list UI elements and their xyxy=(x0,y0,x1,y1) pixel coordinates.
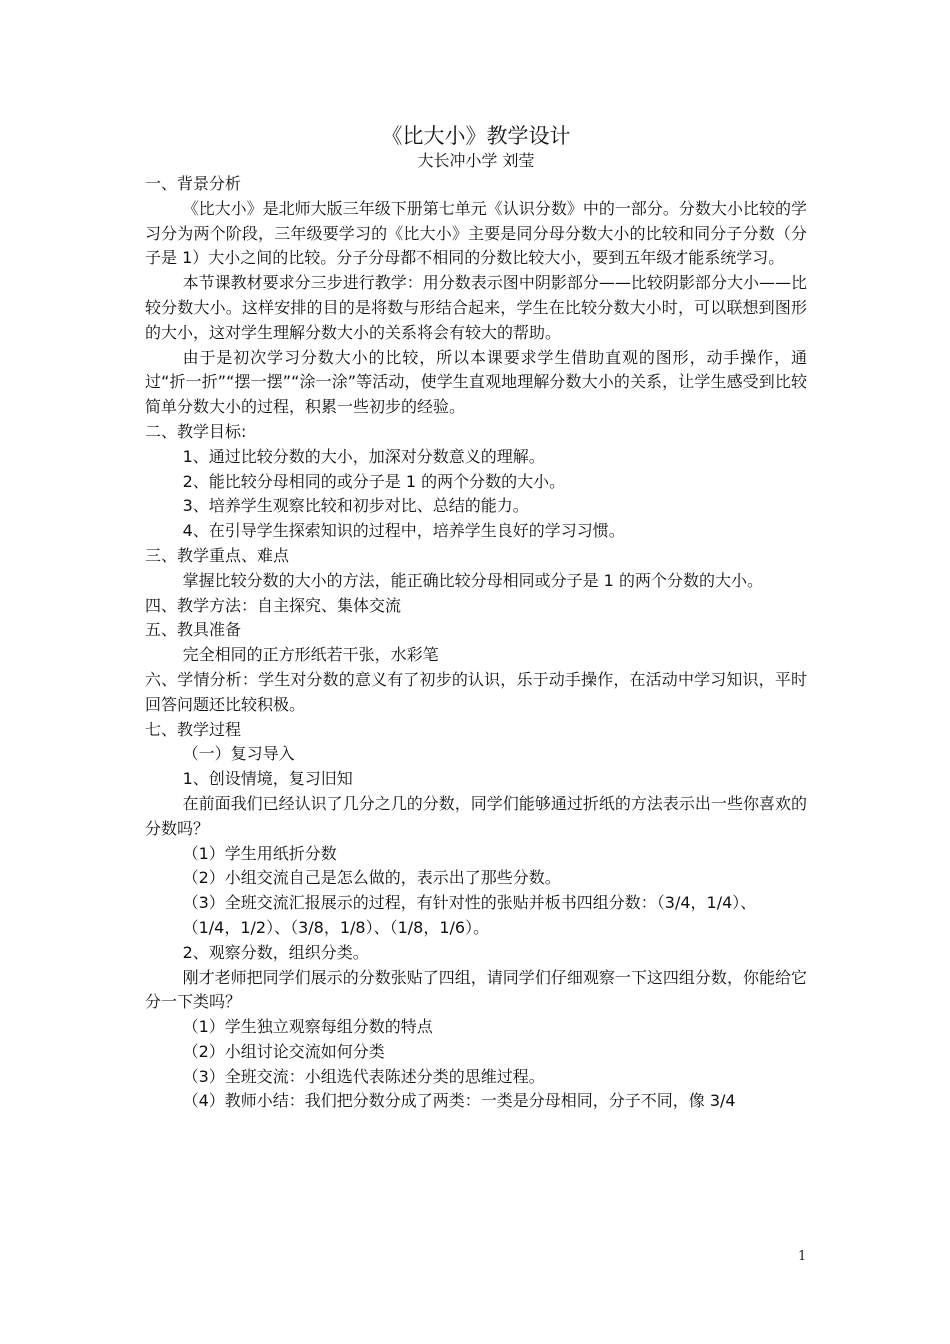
paragraph: 由于是初次学习分数大小的比较，所以本课要求学生借助直观的图形，动手操作，通过“折一折”“摆一摆”“涂一涂”等活动，使学生直观地理解分数大小的关系，让学生感受到比较简单分数大小的过程，积累一些初步的经验。 xyxy=(145,347,807,417)
list-item: 3、培养学生观察比较和初步对比、总结的能力。 xyxy=(182,496,529,516)
list-item: 1、通过比较分数的大小，加深对分数意义的理解。 xyxy=(182,446,545,466)
step-heading: 2、观察分数，组织分类。 xyxy=(182,942,369,962)
list-item: （3）全班交流：小组选代表陈述分类的思维过程。 xyxy=(182,1066,545,1086)
step-heading: 1、创设情境，复习旧知 xyxy=(182,769,353,789)
section-heading-process: 七、教学过程 xyxy=(145,719,242,739)
document-body xyxy=(145,122,807,1114)
paragraph: 《比大小》是北师大版三年级下册第七单元《认识分数》中的一部分。分数大小比较的学习分为两个阶段，三年级要学习的《比大小》主要是同分母分数大小的比较和同分子分数（分子是 1）大小之间的比较。分子分母都不相同的分数比较大小，要到五年级才能系统学习。 xyxy=(145,198,807,268)
list-item: （1）学生独立观察每组分数的特点 xyxy=(182,1017,433,1037)
section-heading-learners: 六、学情分析：学生对分数的意义有了初步的认识，乐于动手操作，在活动中学习知识，平时回答问题还比较积极。 xyxy=(145,669,807,714)
subsection-heading: （一）复习导入 xyxy=(182,744,295,764)
section-heading-background: 一、背景分析 xyxy=(145,174,242,193)
list-item: （1/4，1/2）、（3/8，1/8）、（1/8，1/6）。 xyxy=(182,917,490,937)
list-item: （2）小组交流自己是怎么做的，表示出了那些分数。 xyxy=(182,868,561,888)
paragraph: 刚才老师把同学们展示的分数张贴了四组，请同学们仔细观察一下这四组分数，你能给它分一下类吗？ xyxy=(145,967,807,1012)
section-heading-goals: 二、教学目标: xyxy=(145,421,247,441)
list-item: 4、在引导学生探索知识的过程中，培养学生良好的学习习惯。 xyxy=(182,521,625,541)
list-item: （3）全班交流汇报展示的过程，有针对性的张贴并板书四组分数：（3/4，1/4）、 xyxy=(182,893,757,913)
author-line: 大长冲小学 刘莹 xyxy=(417,151,535,170)
section-heading-materials: 五、教具准备 xyxy=(145,620,242,640)
paragraph: 在前面我们已经认识了几分之几的分数，同学们能够通过折纸的方法表示出一些你喜欢的分数吗？ xyxy=(145,793,807,838)
list-item: 2、能比较分母相同的或分子是 1 的两个分数的大小。 xyxy=(182,471,566,491)
list-item: （1）学生用纸折分数 xyxy=(182,843,337,863)
list-item: （2）小组讨论交流如何分类 xyxy=(182,1041,385,1061)
section-heading-keypoints: 三、教学重点、难点 xyxy=(145,545,290,565)
paragraph: 完全相同的正方形纸若干张，水彩笔 xyxy=(182,645,439,665)
list-item: （4）教师小结：我们把分数分成了两类：一类是分母相同，分子不同，像 3/4 xyxy=(182,1091,736,1111)
paragraph: 本节课教材要求分三步进行教学：用分数表示图中阴影部分——比较阴影部分大小——比较分数大小。这样安排的目的是将数与形结合起来，学生在比较分数大小时，可以联想到图形的大小，这对学生理解分数大小的关系将会有较大的帮助。 xyxy=(145,273,807,342)
paragraph: 掌握比较分数的大小的方法，能正确比较分母相同或分子是 1 的两个分数的大小。 xyxy=(182,570,763,590)
document-title: 《比大小》教学设计 xyxy=(381,124,571,148)
page-number: 1 xyxy=(798,1249,807,1264)
section-heading-methods: 四、教学方法：自主探究、集体交流 xyxy=(145,595,402,615)
